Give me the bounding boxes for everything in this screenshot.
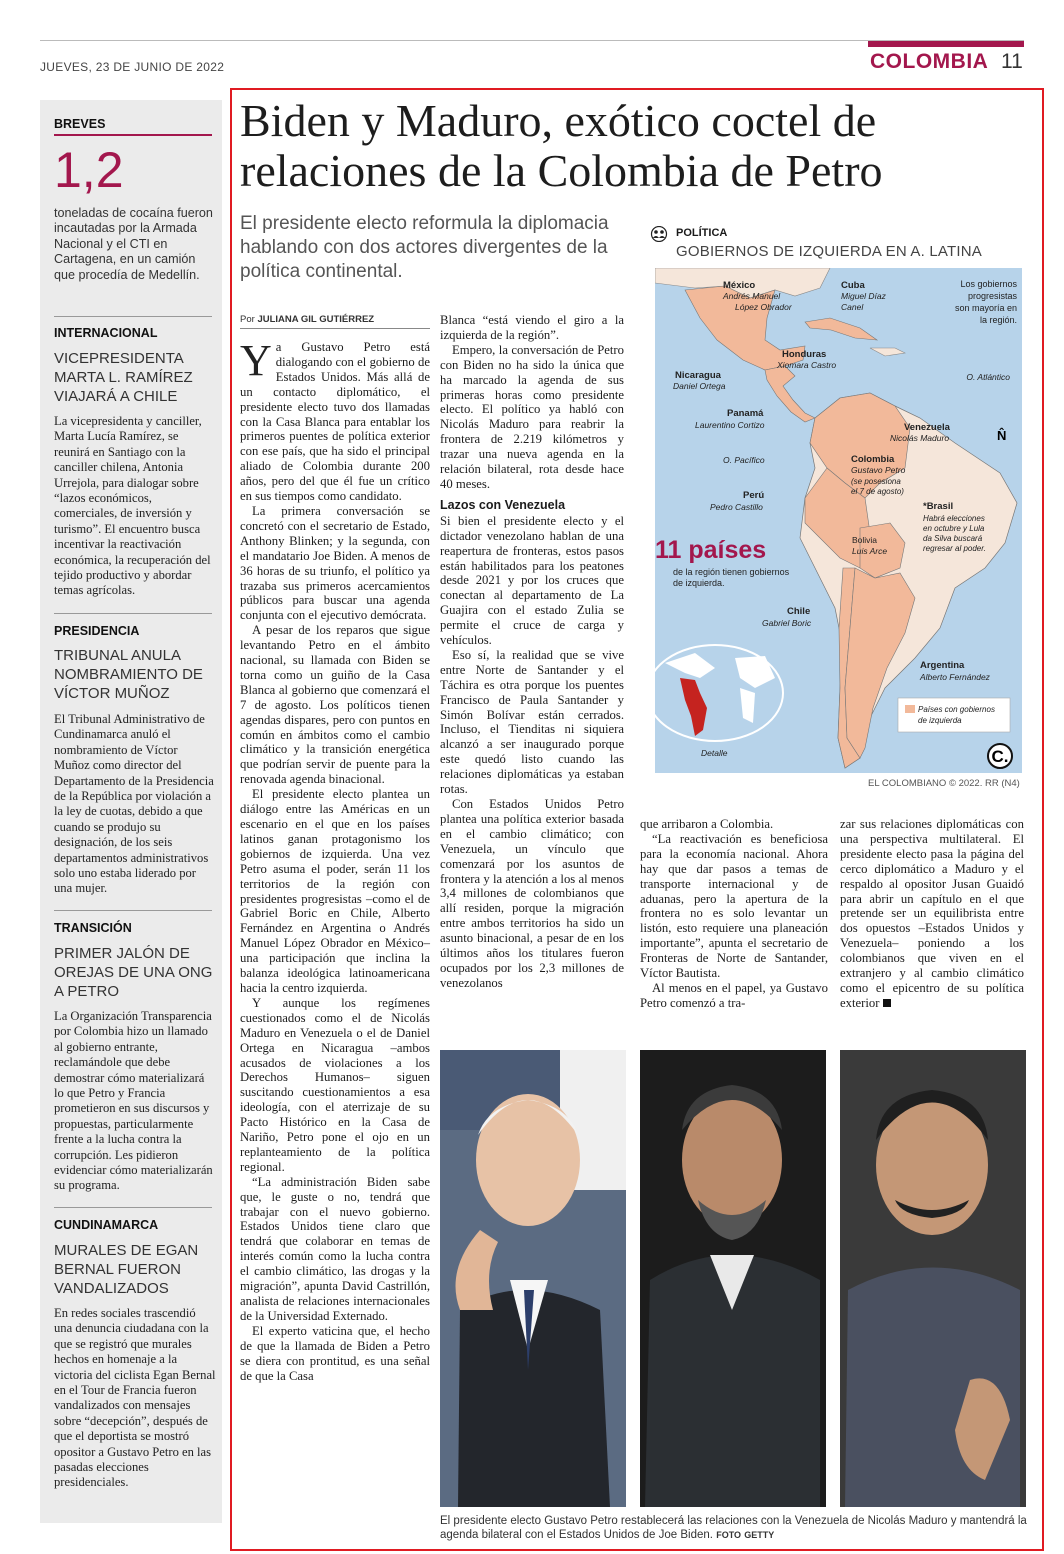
edition-date: JUEVES, 23 DE JUNIO DE 2022 [40,60,225,74]
photo-nicolas-maduro [840,1050,1026,1507]
country-label: Argentina [920,660,965,671]
breves-section: BREVES [54,117,106,131]
brief-section: PRESIDENCIA [54,624,140,638]
brief-body: El Tribunal Administrativo de Cundinamarca anuló el nombramiento de Víctor Muñoz como director del Departamento de la Presidencia de la República por violación a la ley de cuotas, debido a que cuando se produjo su designación, de los seis departamentos administrativos solo uno estaba liderado por una mujer. [54,712,214,896]
legend-box [898,698,1010,732]
country-label: México [723,280,756,291]
logo-text: C. [991,747,1009,766]
dropcap: Y [240,336,272,385]
country-label: Bolivia [852,535,878,545]
country-label: *Brasil [923,501,954,512]
photo-joe-biden [440,1050,626,1507]
paragraph: A pesar de los reparos que sigue levantando Petro en el ámbito nacional, su llamada con Biden se torna como un guiño de la Casa Blanca al gobierno que comenzará el 7 de agosto. Los políticos tienen agendas dispares, pero con puntos en común en ámbitos como el cambio climático y la transición energética que podrían servir de puente para la renovada agenda binacional. [240,623,430,787]
leader-label: Daniel Ortega [673,381,726,391]
infographic-credit: EL COLOMBIANO © 2022. RR (N4) [868,778,1020,789]
byline-rule [240,328,430,329]
leader-label: Laurentino Cortizo [695,420,765,430]
end-mark [883,999,891,1007]
country-label: Nicaragua [675,370,721,381]
paragraph: Y aunque los regímenes cuestionados como el de Nicolás Maduro en Venezuela o el de Daniel Ortega en Nicaragua –ambos acusados de violaciones a los Derechos Humanos– siguen suscitando cuestionamientos a esa ideología, con el aterrizaje de su Pacto Histórico en la Casa de Nariño, Petro pone el ojo en un replanteamiento de la política regional. [240,995,430,1174]
paragraph [240,336,430,504]
article-column-3 [640,817,828,1011]
leader-label: Canel [841,302,864,312]
note-line: progresistas [967,291,1017,301]
paragraph: El experto vaticina que, el hecho de que la llamada de Biden a Petro se diera con prontitud, es una señal de que la Casa [240,1323,430,1383]
people-icon [648,226,670,247]
brief-section: INTERNACIONAL [54,326,158,340]
divider [54,910,212,911]
paragraph: El presidente electo plantea un diálogo entre las Américas en un escenario en el que en los países latinos ganan protagonismo los gobiernos de izquierda. Una vez Petro asuma el poder, serán 11 los territorios de la región con presidentes progresistas –como el de Gabriel Boric en Chile, Alberto Fernández en Argentina o Andrés Manuel López Obrador en México– una participación que inclina la balanza ideológica latinoamericana hacia la centro izquierda. [240,787,430,995]
briefs-sidebar [40,100,222,1523]
article-column-4 [840,817,1024,1011]
leader-label: Miguel Díaz [841,291,886,301]
paragraph: “La reactivación es beneficiosa para la economía nacional. Ahora hay que dar pasos a temas de transporte internacional y de aduanas, pero la apertura de la frontera no es solo levantar un listón, esto requiere una planeación importante”, apunta el secretario de Fronteras de Norte de Santander, Víctor Bautista. [640,831,828,981]
section-name: COLOMBIA [870,50,989,73]
paragraph-text: zar sus relaciones diplomáticas con una perspectiva multilateral. El presidente electo pasa la página del cerco diplomático a Maduro y el respaldo al opositor Jusan Guaidó para abrir un capítulo en el que pretende ser un equilibrista entre dos opuestos –Estados Unidos y Venezuela– poniendo a los colombianos que viven en el extranjero y al cambio climático como el epicentro de su política exterior [840,817,1024,1010]
leader-label: (se posesiona [851,477,901,486]
country-label: Honduras [782,349,827,360]
paragraph: Eso sí, la realidad que se vive entre Norte de Santander y el Táchira es otra porque los puentes Francisco de Paula Santander y Simón Bolívar están cerrados. Incluso, el Tienditas ni siquiera alcanzó a ser inaugurado porque este quedó listo cuando las relaciones diplomáticas ya estaban rotas. [440,647,624,797]
paragraph: Si bien el presidente electo y el dictador venezolano hablan de una reapertura de fronteras, estos pasos están habilitados para los peatones desde 2021 y por los cruces que conectan al departamento de La Guajira con el estado Zulia se permite el cruce de carga y vehículos. [440,513,624,648]
paragraph: Empero, la conversación de Petro con Biden no ha sido la única que ha marcado la agenda de sus primeras horas como presidente electo. El político ya habló con Nicolás Maduro para reabrir la frontera de 2.219 kilómetros y trazar una nueva agenda en la relación bilateral, rota desde hace 40 meses. [440,342,624,491]
byline-prefix: Por [240,314,255,325]
leader-label: Pedro Castillo [710,502,763,512]
country-label: Cuba [841,280,865,291]
brief-number: 1,2 [54,142,124,198]
ocean-label: O. Pacífico [723,455,765,465]
divider [54,613,212,614]
page-number: 11 [1001,50,1023,73]
note-line: Los gobiernos [960,279,1017,289]
section-accent-bar [868,41,1024,47]
big-text-line: de izquierda. [673,578,725,588]
leader-label: en octubre y Lula [923,524,985,533]
north-marker: N̂ [997,428,1007,443]
legend-swatch [905,705,915,713]
paragraph: Al menos en el papel, ya Gustavo Petro comenzó a tra- [640,980,828,1010]
big-number: 11 países [655,536,767,564]
leader-label: López Obrador [735,302,792,312]
brief-body: La vicepresidenta y canciller, Marta Lucía Ramírez, se reunirá en Santiago con la canciller chilena, Antonia Urrejola, para dialogar sobre “lazos económicos, comerciales, de inversión y turismo”. El encuentro busca incentivar la reactivación económica, la recuperación del tejido productivo y abordar temas agrícolas. [54,414,211,598]
photo-credit: GETTY [744,1530,775,1540]
legend-text: de izquierda [918,716,962,725]
infographic-kicker: POLÍTICA [676,227,728,239]
article-column-2 [440,313,624,991]
paragraph: Con Estados Unidos Petro plantea una política exterior basada en el cambio climático; con Venezuela, un vínculo que comenzará por los asuntos de frontera y la atención a los al menos 3,4 millones de colombianos que allí residen, porque la migración entre ambos territorios ha sido un asunto binacional, a pesar de en los últimos años los titulares fueron ocupados por los 2,3 millones de venezolanos [440,797,624,990]
ocean-label: O. Atlántico [966,372,1010,382]
country-label: Perú [743,490,765,501]
divider [54,316,212,317]
leader-label: regresar al poder. [923,544,986,553]
leader-label: Gustavo Petro [851,465,906,475]
subhead: Lazos con Venezuela [440,497,566,512]
note-line: la región. [979,315,1017,325]
infographic-title: GOBIERNOS DE IZQUIERDA EN A. LATINA [676,243,982,260]
article-deck: El presidente electo reformula la diplomacia hablando con dos actores divergentes de la política continental. [240,213,609,282]
brief-section: CUNDINAMARCA [54,1218,159,1232]
leader-label: Nicolás Maduro [890,433,950,443]
brief-headline: VICEPRESIDENTA MARTA L. RAMÍREZ VIAJARÁ A CHILE [54,350,193,405]
note-line: son mayoría en [954,303,1017,313]
leader-label: Gabriel Boric [762,618,812,628]
photo-credit-label: FOTO [716,1530,742,1540]
brief-body: En redes sociales trascendió una denuncia ciudadana con la que se registró que murales hechos en homenaje a la victoria del ciclista Egan Bernal en el Tour de Francia fueron vandalizados con mensajes sobre “decepción”, después de que el deportista se mostró opositor a Gustavo Petro en las pasadas elecciones presidenciales. [54,1306,216,1490]
country-label: Colombia [851,454,895,465]
leader-label: Luis Arce [852,546,888,556]
country-label: Panamá [727,408,764,419]
photo-caption [440,1514,1030,1542]
caption-text: El presidente electo Gustavo Petro restablecerá las relaciones con la Venezuela de Nicolás Maduro y mantendrá la agenda bilateral con el Estados Unidos de Joe Biden. [440,1515,1027,1541]
legend-text: Países con gobiernos [918,705,995,714]
leader-label: da Silva buscará [923,534,983,543]
paragraph-text: a Gustavo Petro está dialogando con el gobierno de Estados Unidos. Más allá de un contacto diplomático, el presidente electo tuvo dos llamadas con la Casa Blanca para entablar los primeros puentes de política exterior con ese país, que ha sido el principal aliado de Colombia durante 200 años, pero del que él fue un crítico en sus tiempos como candidato. [240,340,430,504]
leader-label: el 7 de agosto) [851,487,904,496]
leader-label: Alberto Fernández [920,672,990,682]
leader-label: Andrés Manuel [723,291,781,301]
byline-author: JULIANA GIL GUTIÉRREZ [257,314,375,325]
paragraph: que arribaron a Colombia. [640,817,774,831]
brief-section: TRANSICIÓN [54,921,132,935]
latin-america-map [655,268,1022,773]
byline [240,314,374,325]
paragraph: La primera conversación se concretó con el secretario de Estado, Anthony Blinken; y la segunda, con el mandatario Joe Biden. A menos de 36 horas de su triunfo, el político ya trazaba sus primeros acercamientos públicos para buscar una agenda conjunta con el ejecutivo demócrata. [240,503,430,623]
brief-body: La Organización Transparencia por Colombia hizo un llamado al gobierno entrante, reclamándole que debe demostrar cómo materializará lo que Petro y Francia prometieron en sus discursos y propuestas, particularmente frente a la lucha contra la corrupción. Les pidieron evidenciar cómo materializarán su programa. [54,1009,213,1193]
brief-text: toneladas de cocaína fueron incautadas por la Armada Nacional y el CTI en Cartagena, en un camión que procedía de Medellín. [54,206,213,282]
section-rule [54,134,212,136]
big-text-line: de la región tienen gobiernos [673,567,790,577]
brief-headline: TRIBUNAL ANULA NOMBRAMIENTO DE VÍCTOR MUÑOZ [54,647,203,702]
article-column-1 [240,336,430,1383]
leader-label: Habrá elecciones [923,514,985,523]
paragraph: “La administración Biden sabe que, le guste o no, tendrá que trabajar con el nuevo gobierno. Estados Unidos tiene claro que tendrá que colaborar en temas de interés común como la lucha contra el cambio climático, las drogas y la migración”, apunta David Castrillón, analista de relaciones internacionales de la Universidad Externado. [240,1174,430,1323]
brief-headline: PRIMER JALÓN DE OREJAS DE UNA ONG A PETRO [54,945,213,1000]
brief-headline: MURALES DE EGAN BERNAL FUERON VANDALIZADOS [54,1242,199,1297]
country-label: Chile [787,606,811,617]
paragraph [840,817,1024,1011]
photo-gustavo-petro [640,1050,826,1507]
divider [54,1207,212,1208]
paragraph: Blanca “está viendo el giro a la izquierda de la región”. [440,313,624,342]
article-headline: Biden y Maduro, exótico coctel de relaciones de la Colombia de Petro [240,95,883,196]
detail-label: Detalle [701,748,728,758]
country-label: Venezuela [904,422,950,433]
leader-label: Xiomara Castro [777,360,837,370]
